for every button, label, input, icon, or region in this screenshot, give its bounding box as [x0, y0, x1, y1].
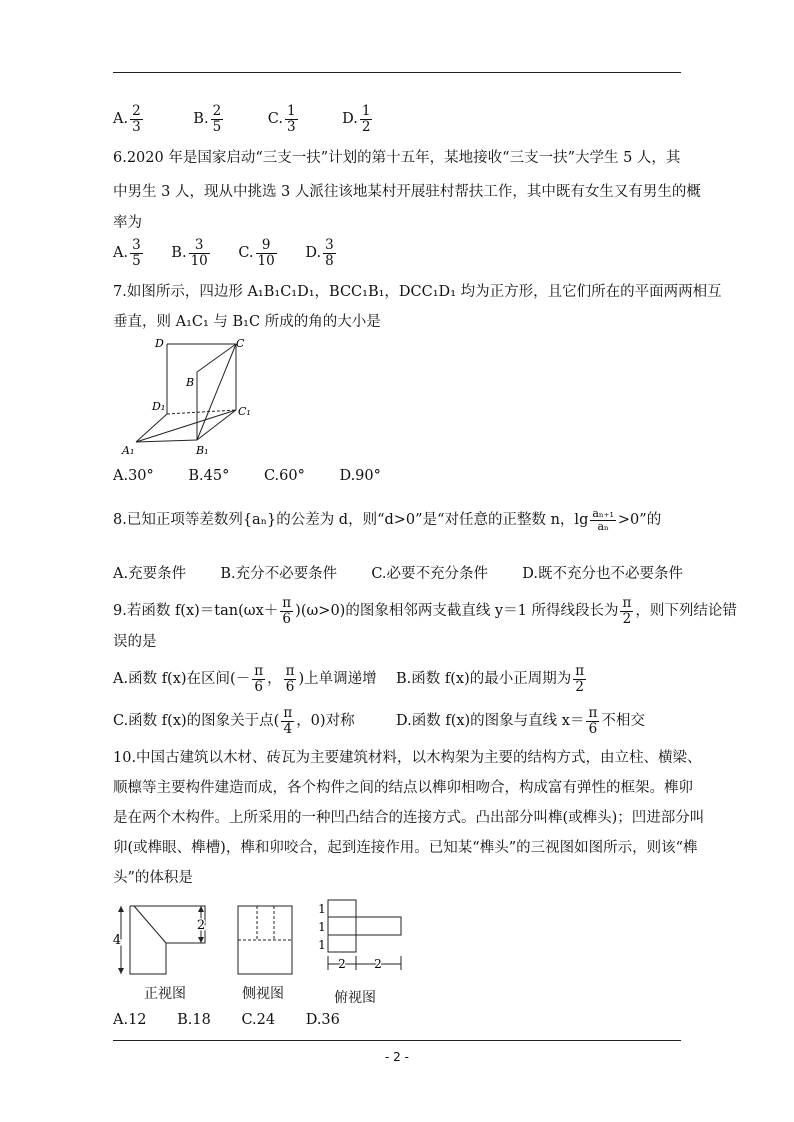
dim-front-4: 4 — [112, 933, 122, 948]
label-b1: B₁ — [196, 444, 209, 457]
label-d: D — [155, 337, 164, 350]
caption-side-view: 侧视图 — [242, 986, 284, 1002]
dim-top-1b: 1 — [318, 920, 326, 934]
top-view-left-block — [328, 900, 356, 952]
q8-option-b: B.充分不必要条件 — [220, 566, 338, 582]
diag-a1-c1 — [136, 410, 236, 442]
q7-options — [113, 466, 683, 486]
q9-option-d: D.函数 f(x)的图象与直线 x＝ $\frac{\pi}{6}$ 不相交 — [396, 705, 645, 737]
q6-options — [113, 234, 683, 272]
q5-option-c: C. $\frac{1}{3}$ — [267, 103, 296, 135]
dim-top-w2: 2 — [374, 957, 382, 971]
top-view-figure — [308, 896, 408, 980]
dim-top-1a: 1 — [318, 902, 326, 916]
q5-option-a: A. $\frac{2}{3}$ — [113, 103, 141, 135]
q6-line-1: 6.2020 年是国家启动“三支一扶”计划的第十五年，某地接收“三支一扶”大学生 5 人，其 — [113, 150, 681, 166]
front-view-slant — [134, 906, 166, 943]
label-c: C — [236, 337, 245, 350]
q6-option-c: C. $\frac{9}{10}$ — [238, 237, 275, 269]
q7-option-a: A.30° — [113, 468, 154, 484]
q10-option-d: D.36 — [305, 1012, 340, 1028]
label-a1: A₁ — [122, 444, 135, 457]
label-d1: D₁ — [152, 400, 166, 413]
q8-option-d: D.既不充分也不必要条件 — [522, 566, 683, 582]
q6-option-b: B. $\frac{3}{10}$ — [171, 237, 208, 269]
q9-options-cd — [113, 702, 683, 742]
q10-option-a: A.12 — [113, 1012, 147, 1028]
q7-option-d: D.90° — [339, 468, 381, 484]
q9-option-a: A.函数 f(x)在区间(－ $\frac{\pi}{6}$ ， $\frac{\pi}{6}$ )上单调递增 — [113, 663, 377, 695]
label-c1: C₁ — [238, 405, 251, 418]
q7-option-b: B.45° — [188, 468, 230, 484]
q5-option-b: B. $\frac{2}{5}$ — [193, 103, 222, 135]
dim-top-w1: 2 — [338, 957, 346, 971]
q8-option-a: A.充要条件 — [113, 566, 187, 582]
dim-front-2: 2 — [196, 918, 206, 933]
dim-top-1c: 1 — [318, 938, 326, 952]
q10-option-c: C.24 — [241, 1012, 276, 1028]
front-view-figure — [110, 898, 220, 978]
q6-line-3: 率为 — [113, 215, 142, 231]
header-rule — [113, 72, 681, 73]
caption-front-view: 正视图 — [144, 986, 186, 1002]
q6-line-2: 中男生 3 人，现从中挑选 3 人派往该地某村开展驻村帮扶工作，其中既有女生又有男生的概 — [113, 184, 701, 200]
side-view-figure — [230, 898, 300, 978]
q8-options — [113, 562, 683, 583]
q8-option-c: C.必要不充分条件 — [371, 566, 489, 582]
q9-option-c: C.函数 f(x)的图象关于点( $\frac{\pi}{4}$ ，0)对称 — [113, 705, 355, 737]
label-b: B — [186, 376, 195, 389]
top-view-tenon — [356, 917, 401, 935]
q7-option-c: C.60° — [263, 468, 305, 484]
edge-a1-b1 — [136, 440, 197, 442]
q9-option-b: B.函数 f(x)的最小正周期为 $\frac{\pi}{2}$ — [396, 663, 585, 695]
q10-line-3: 是在两个木构件。上所采用的一种凹凸结合的连接方式。凸出部分叫榫(或榫头)；凹进部分叫 — [113, 810, 705, 826]
q5-options — [113, 100, 683, 138]
q9-line-2: 误的是 — [113, 634, 157, 650]
q6-option-a: A. $\frac{3}{5}$ — [113, 237, 141, 269]
front-view-outline — [130, 906, 205, 974]
q9-options-ab — [113, 660, 683, 700]
q8-stem: 8.已知正项等差数列{aₙ}的公差为 d，则“d>0”是“对任意的正整数 n，lg $\frac{\text{aₙ₊₁}}{\text{aₙ}}$ >0”的 — [113, 506, 662, 533]
q10-line-5: 头”的体积是 — [113, 870, 193, 886]
q10-option-b: B.18 — [177, 1012, 211, 1028]
q5-option-d: D. $\frac{1}{2}$ — [342, 103, 371, 135]
q7-cube-figure — [112, 334, 262, 462]
caption-top-view: 俯视图 — [334, 990, 376, 1006]
q10-line-1: 10.中国古建筑以木材、砖瓦为主要建筑材料，以木构架为主要的结构方式，由立柱、横梁、 — [113, 750, 702, 766]
q10-line-4: 卯(或榫眼、榫槽)，榫和卯咬合，起到连接作用。已知某“榫头”的三视图如图所示，则该“榫 — [113, 840, 698, 856]
q10-options — [113, 1010, 683, 1030]
q7-line-1: 7.如图所示，四边形 A₁B₁C₁D₁，BCC₁B₁，DCC₁D₁ 均为正方形，且它们所在的平面两两相互 — [113, 284, 722, 300]
q6-option-d: D. $\frac{3}{8}$ — [305, 237, 334, 269]
page-number: - 2 - — [385, 1050, 409, 1064]
q7-line-2: 垂直，则 A₁C₁ 与 B₁C 所成的角的大小是 — [113, 314, 381, 330]
footer-rule — [113, 1040, 681, 1041]
q8-fraction: $\frac{\text{aₙ₊₁}}{\text{aₙ}}$ — [592, 506, 614, 533]
edge-d1-a1 — [136, 414, 167, 442]
q10-line-2: 顺檩等主要构件建造而成，各个构件之间的结点以榫卯相吻合，构成富有弹性的框架。榫卯 — [113, 780, 693, 796]
q9-stem: 9.若函数 f(x)＝tan(ωx＋ $\frac{\pi}{6}$ )(ω>0)的图象相邻两支截直线 y＝1 所得线段长为 $\frac{\pi}{2}$ ，则下列结论错 — [113, 595, 737, 627]
